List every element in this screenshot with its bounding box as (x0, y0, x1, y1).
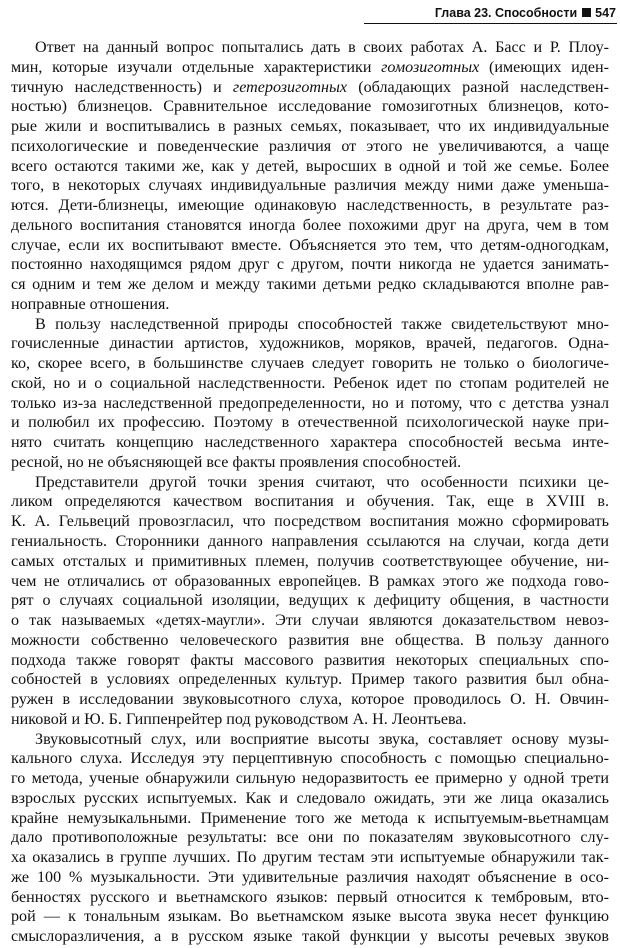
text-line (11, 709, 609, 731)
text-run: ликом определяются качеством воспитания и обучения. Так, еще в XVIII в. (11, 493, 609, 511)
text-run: ся одним и тем же делом и между такими детьми редко складываются вполне рав- (11, 276, 609, 294)
text-run: гениальность. Сторонники данного направления ссылаются на случаи, когда дети (11, 533, 609, 550)
text-line (11, 788, 609, 810)
text-line (11, 571, 609, 593)
text-run: никовой и Ю. Б. Гиппенрейтер под руководством А. Н. Леонтьева. (11, 710, 467, 728)
text-line (11, 669, 609, 691)
header-rule (364, 23, 617, 24)
text-line (11, 491, 609, 513)
text-run: же 100 % музыкальности. Эти удивительные различия находят объяснение в осо- (11, 868, 609, 886)
text-run: рят о случаях социальной изоляции, ведущих к дефициту общения, в частности (11, 592, 609, 610)
text-line (11, 294, 609, 316)
text-run: о так называемых «детях-маугли». Эти случаи являются доказательством невоз- (11, 612, 609, 630)
text-run: случае, если их воспитывают вместе. Объясняется это тем, что детям-одногодкам, (11, 236, 609, 254)
text-line (11, 808, 609, 830)
text-run: того, в некоторых случаях индивидуальные различия между ними даже уменьша- (11, 177, 609, 195)
square-bullet-icon (582, 8, 591, 17)
text-run: (имеющих иден- (479, 58, 609, 76)
text-line (11, 887, 609, 909)
text-line (11, 531, 609, 553)
text-run: Звуковысотный слух, или восприятие высоты звука, составляет основу музы- (35, 730, 609, 748)
text-run: ружен в исследовании звуковысотного слуха, которое проводилось О. Н. Овчин- (11, 691, 609, 709)
text-line (11, 235, 609, 257)
text-run: ностью) близнецов. Сравнительное исследование гомозиготных близнецов, кото- (11, 98, 609, 116)
text-line (11, 175, 609, 197)
text-run: психологические и поведенческие различия от этого не увеличиваются, а чаще (11, 137, 609, 155)
text-line (35, 314, 609, 336)
text-run: дало противоположные результаты: все они по показателям звуковысотного слу- (11, 829, 609, 847)
text-line (11, 906, 609, 928)
text-line (11, 867, 609, 889)
text-line (11, 590, 609, 612)
text-line (11, 432, 609, 454)
page-number: 547 (595, 6, 616, 20)
text-run: взрослых русских испытуемых. Как и следовало ожидать, эти же лица оказались (11, 789, 609, 807)
text-run: нято считать концепцию наследственного характера способностей весьма инте- (11, 434, 609, 452)
text-run: Представители другой точки зрения считают, что особенности психики це- (35, 473, 609, 491)
text-run: можности собственно человеческого развития вне общества. В пользу данного (11, 631, 609, 649)
text-line (11, 689, 609, 711)
text-line (35, 37, 609, 59)
text-run: всего остаются такими же, как у детей, выросших в одной и той же семье. Более (11, 157, 609, 175)
text-run: го метода, ученые обнаружили сильную недоразвитость ее примерно у одной трети (11, 770, 609, 788)
text-run: смыслоразличения, а в русском языке такой функции у высоты речевых звуков (11, 928, 609, 946)
text-run: К. А. Гельвеций провозгласил, что посредством воспитания можно сформировать (11, 513, 609, 531)
text-run: крайне немузыкальными. Применение того же метода к испытуемым-вьетнамцам (11, 809, 609, 827)
text-run: тичную наследственность) и (11, 78, 233, 96)
text-run: рые жили и воспитывались в разных семьях, показывает, что их индивидуальные (11, 118, 609, 136)
text-run: и полюбил их профессию. Поэтому в отечественной психологической науке при- (11, 414, 609, 432)
text-line (11, 511, 609, 533)
text-line (11, 452, 609, 474)
text-line (11, 77, 609, 99)
text-run: собностей в условиях определенных культур. Пример такого развития был обна- (11, 671, 609, 689)
text-line (11, 650, 609, 672)
text-run: ноправные отношения. (11, 295, 170, 313)
text-run: подхода также говорят факты массового развития некоторых специальных спо- (11, 651, 609, 669)
running-header (312, 3, 616, 23)
text-line (11, 156, 609, 178)
text-line (35, 729, 609, 751)
text-run: постоянно находящимся рядом друг с другом, почти никогда не удается занимать- (11, 256, 609, 274)
text-line (11, 373, 609, 395)
text-line (11, 412, 609, 434)
text-run: Ответ на данный вопрос попытались дать в своих работах А. Басс и Р. Плоу- (35, 39, 609, 56)
text-line (11, 254, 609, 276)
text-line (11, 353, 609, 375)
text-run: рой — к тональным языкам. Во вьетнамском языке высота звука несет функцию (11, 908, 609, 926)
text-line (11, 768, 609, 790)
text-run: гочисленные династии артистов, художников, моряков, врачей, педагогов. Одна- (11, 335, 609, 353)
text-run: В пользу наследственной природы способностей также свидетельствуют мно- (35, 315, 609, 333)
text-line (11, 551, 609, 573)
text-run: ха оказались в группе лучших. По другим тестам эти испытуемые обнаружили так- (11, 849, 609, 867)
text-run: (обладающих разной наследствен- (347, 78, 609, 96)
italic-term: гетерозиготных (232, 78, 348, 96)
text-line (11, 333, 609, 355)
text-run: ко, скорее всего, в большинстве случаев следует говорить не только о биологиче- (11, 355, 609, 373)
text-line (11, 57, 609, 79)
text-run: ются. Дети-близнецы, имеющие одинаковую наследственность, в результате раз- (11, 197, 609, 215)
text-line (11, 847, 609, 869)
italic-term: гомозиготных (381, 58, 480, 76)
text-run: бенностях русского и вьетнамского языков: первый относится к тембровым, вто- (11, 888, 609, 906)
text-line (11, 748, 609, 770)
text-line (11, 96, 609, 118)
text-run: самых отсталых и примитивных племен, получив соответствующее обучение, ни- (11, 552, 609, 570)
chapter-title: Глава 23. Способности (434, 6, 578, 20)
text-line (35, 472, 609, 494)
text-line (11, 195, 609, 217)
text-run: дельного воспитания становятся иногда более похожими друг на друга, чем в том (11, 216, 609, 234)
text-run: ской, но и о социальной наследственности. Ребенок идет по стопам родителей не (11, 374, 609, 392)
text-line (11, 215, 609, 237)
text-line (11, 393, 609, 415)
text-line (11, 610, 609, 632)
text-line (11, 926, 609, 948)
text-run: мин, которые изучали отдельные характеристики (11, 58, 382, 76)
text-run: ресной, но не объясняющей все факты проявления способностей. (11, 453, 462, 471)
text-line (11, 630, 609, 652)
text-line (11, 116, 609, 138)
text-line (11, 827, 609, 849)
text-run: кального слуха. Исследуя эту перцептивную способность с помощью специально- (11, 750, 609, 768)
text-line (11, 274, 609, 296)
text-line (11, 136, 609, 158)
text-run: только из-за наследственной предопределенности, но и потому, что с детства узнал (11, 394, 609, 412)
text-run: чем не отличались от образованных европейцев. В рамках этого же подхода гово- (11, 572, 609, 590)
